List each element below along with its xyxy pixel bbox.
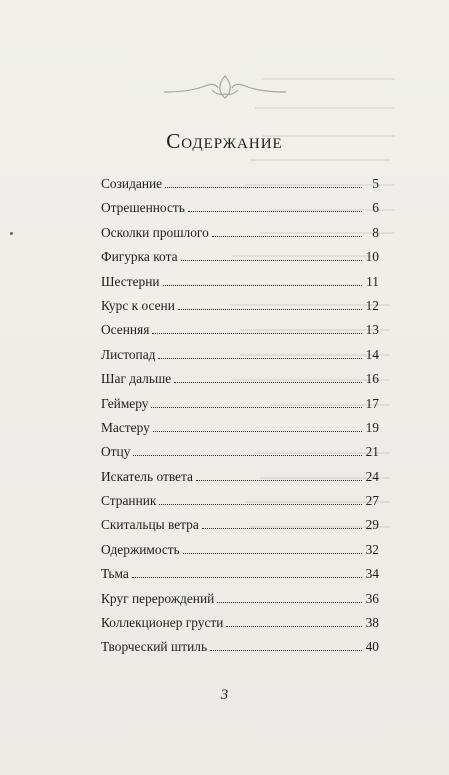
- toc-entry-title: Геймеру: [101, 395, 149, 411]
- toc-entry: [101, 249, 379, 273]
- toc-entry-title: Коллекционер грусти: [101, 615, 224, 631]
- toc-entry-title: Созидание: [101, 176, 163, 191]
- toc-entry-page: 27: [365, 493, 379, 509]
- toc-entry: [101, 396, 379, 420]
- table-of-contents: [101, 176, 379, 664]
- toc-entry-title: Осенняя: [101, 322, 150, 338]
- toc-entry: [101, 444, 379, 468]
- dot-leader: [158, 358, 362, 359]
- dot-leader: [217, 602, 362, 603]
- toc-entry: [101, 298, 379, 322]
- toc-entry-page: 29: [365, 517, 379, 533]
- dot-leader: [196, 480, 362, 481]
- toc-entry-page: 24: [365, 468, 379, 484]
- toc-entry-page: 32: [365, 541, 379, 557]
- page-number: 3: [220, 687, 229, 703]
- toc-entry: [101, 566, 379, 590]
- toc-entry-title: Искатель ответа: [101, 468, 193, 484]
- toc-entry-title: Мастеру: [101, 419, 150, 435]
- dot-leader: [178, 309, 362, 310]
- toc-entry-page: 14: [365, 346, 379, 362]
- toc-entry-title: Фигурка кота: [101, 249, 178, 265]
- dot-leader: [159, 504, 362, 505]
- dot-leader: [226, 626, 362, 627]
- dot-leader: [181, 260, 362, 261]
- toc-entry-page: 19: [365, 419, 379, 435]
- dot-leader: [165, 187, 362, 188]
- dot-leader: [188, 211, 362, 212]
- toc-entry-title: Курс к осени: [101, 297, 175, 313]
- toc-entry-title: Листопад: [101, 346, 156, 362]
- dot-leader: [183, 553, 362, 554]
- toc-entry: [101, 517, 379, 541]
- paper-speck: [10, 232, 13, 235]
- toc-entry-page: 13: [365, 322, 379, 338]
- toc-entry-title: Творческий штиль: [101, 639, 208, 655]
- toc-entry-page: 8: [372, 224, 379, 240]
- dot-leader: [132, 577, 362, 578]
- toc-entry-page: 36: [365, 590, 379, 606]
- dot-leader: [210, 650, 362, 651]
- toc-entry-page: 5: [372, 176, 379, 191]
- toc-entry-page: 17: [365, 395, 379, 411]
- toc-entry-title: Отрешенность: [101, 200, 185, 216]
- toc-entry: [101, 322, 379, 346]
- toc-entry-title: Отцу: [101, 444, 131, 460]
- dot-leader: [151, 407, 362, 408]
- toc-entry: [101, 225, 379, 249]
- toc-entry-title: Шаг дальше: [101, 371, 172, 387]
- toc-entry: [101, 200, 379, 224]
- dot-leader: [202, 528, 362, 529]
- toc-entry: [101, 542, 379, 566]
- toc-entry-page: 12: [365, 297, 379, 313]
- toc-entry-page: 6: [372, 200, 379, 216]
- toc-entry-page: 11: [366, 273, 379, 289]
- toc-entry-title: Осколки прошлого: [101, 224, 209, 240]
- toc-entry-title: Круг перерождений: [101, 590, 215, 606]
- toc-entry: [101, 371, 379, 395]
- toc-entry: [101, 639, 379, 663]
- toc-entry-page: 38: [365, 615, 379, 631]
- dot-leader: [152, 333, 362, 334]
- toc-entry-page: 34: [365, 566, 379, 582]
- toc-entry-title: Одержимость: [101, 541, 180, 557]
- toc-entry-page: 40: [365, 639, 379, 655]
- toc-entry-page: 21: [365, 444, 379, 460]
- dot-leader: [212, 236, 362, 237]
- toc-entry-title: Странник: [101, 493, 157, 509]
- toc-entry-page: 16: [365, 371, 379, 387]
- contents-heading: Содержание: [166, 129, 283, 153]
- dot-leader: [163, 285, 362, 286]
- toc-entry: [101, 176, 379, 200]
- toc-entry-title: Шестерни: [101, 273, 160, 289]
- decorative-ornament-icon: [160, 70, 290, 104]
- toc-entry-title: Тьма: [101, 566, 129, 582]
- toc-entry-page: 10: [365, 249, 379, 265]
- dot-leader: [153, 431, 362, 432]
- toc-entry: [101, 274, 379, 298]
- toc-entry: [101, 420, 379, 444]
- toc-entry: [101, 493, 379, 517]
- toc-entry: [101, 615, 379, 639]
- toc-entry-title: Скитальцы ветра: [101, 517, 199, 533]
- toc-entry: [101, 469, 379, 493]
- dot-leader: [133, 455, 362, 456]
- toc-entry: [101, 591, 379, 615]
- dot-leader: [174, 382, 362, 383]
- toc-entry: [101, 347, 379, 371]
